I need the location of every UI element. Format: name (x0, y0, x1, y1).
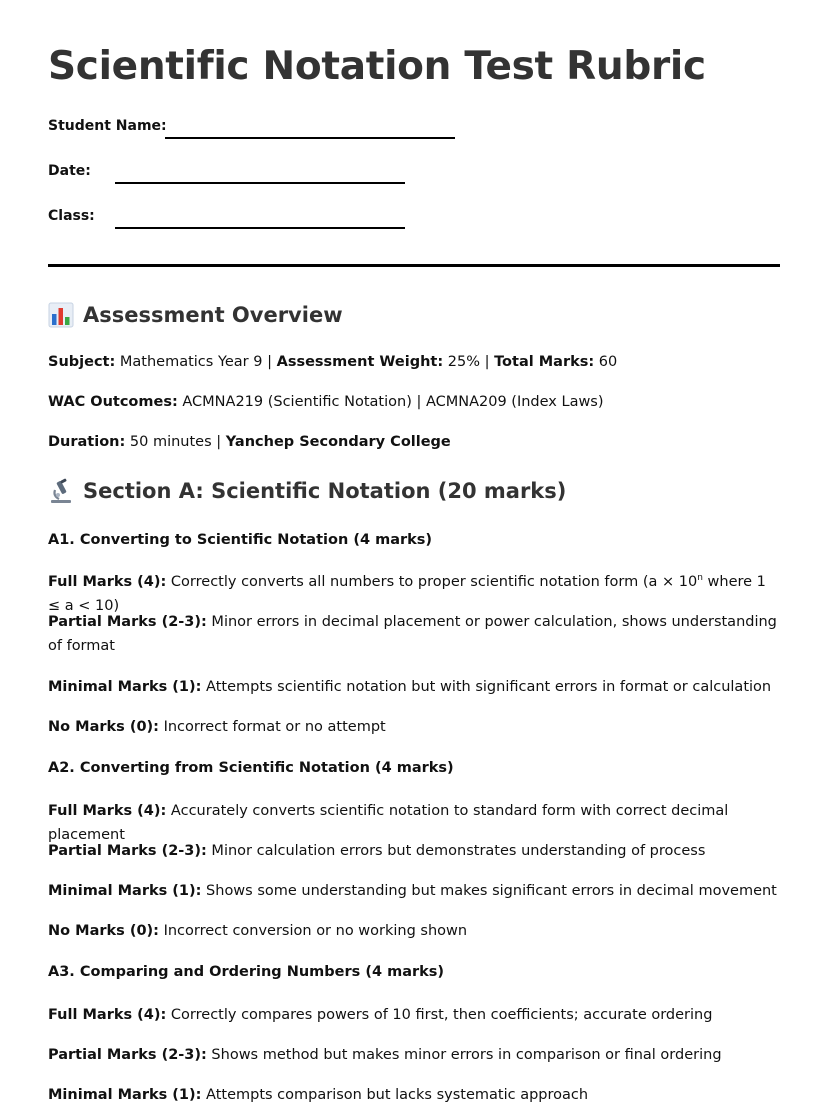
microscope-icon (48, 478, 74, 504)
a3-partial-text: Shows method but makes minor errors in comparison or final ordering (206, 1047, 722, 1063)
duration-value: 50 minutes | (125, 434, 226, 450)
a3-full-marks (48, 1003, 780, 1027)
a2-none-label: No Marks (0): (48, 923, 159, 939)
a3-full-text: Correctly compares powers of 10 first, then coefficients; accurate ordering (166, 1007, 713, 1023)
total-value: 60 (594, 354, 618, 370)
a2-partial-label: Partial Marks (2-3): (48, 843, 207, 859)
a3-heading: A3. Comparing and Ordering Numbers (4 marks) (48, 964, 445, 980)
header-divider (48, 264, 780, 267)
a3-partial-marks (48, 1043, 780, 1067)
a1-none-text: Incorrect format or no attempt (158, 719, 386, 735)
date-line[interactable] (115, 182, 405, 184)
overview-duration-line (48, 430, 780, 454)
a1-no-marks (48, 715, 780, 739)
a2-minimal-label: Minimal Marks (1): (48, 883, 202, 899)
a2-none-text: Incorrect conversion or no working shown (158, 923, 468, 939)
a2-no-marks (48, 919, 780, 943)
a2-heading: A2. Converting from Scientific Notation (4 marks) (48, 760, 454, 776)
a1-full-text: Correctly converts all numbers to proper scientific notation form (a × 10 (166, 574, 698, 590)
wac-value: ACMNA219 (Scientific Notation) | ACMNA209 (Index Laws) (177, 394, 604, 410)
total-label: Total Marks: (494, 354, 595, 370)
a2-partial-marks (48, 839, 780, 863)
class-label: Class: (48, 208, 95, 224)
section-a-heading-text: Section A: Scientific Notation (20 marks) (83, 479, 567, 503)
a2-minimal-text: Shows some understanding but makes significant errors in decimal movement (201, 883, 777, 899)
a1-partial-text: Minor errors in decimal placement or power calculation, shows understanding of format (48, 614, 777, 654)
a1-partial-label: Partial Marks (2-3): (48, 614, 207, 630)
a1-full-label: Full Marks (4): (48, 574, 167, 590)
overview-heading-text: Assessment Overview (83, 303, 343, 327)
a1-full-text-end: where 1 ≤ a < 10) (48, 574, 766, 614)
a3-minimal-text: Attempts comparison but lacks systematic approach (201, 1087, 589, 1103)
overview-wac-line (48, 390, 780, 414)
section-a-heading (48, 478, 566, 504)
school-name: Yanchep Secondary College (225, 434, 451, 450)
subject-value: Mathematics Year 9 | (115, 354, 277, 370)
a2-full-label: Full Marks (4): (48, 803, 167, 819)
page-title: Scientific Notation Test Rubric (48, 44, 706, 89)
a1-none-label: No Marks (0): (48, 719, 159, 735)
subject-label: Subject: (48, 354, 116, 370)
a1-minimal-marks (48, 675, 780, 699)
a2-minimal-marks (48, 879, 780, 903)
a3-full-label: Full Marks (4): (48, 1007, 167, 1023)
a2-full-text: Accurately converts scientific notation to standard form with correct decimal placement (48, 803, 729, 843)
a1-heading: A1. Converting to Scientific Notation (4 marks) (48, 532, 433, 548)
class-line[interactable] (115, 227, 405, 229)
student-name-label: Student Name: (48, 118, 167, 134)
a1-full-sup: n (697, 573, 703, 583)
overview-heading (48, 302, 343, 328)
duration-label: Duration: (48, 434, 126, 450)
a3-partial-label: Partial Marks (2-3): (48, 1047, 207, 1063)
bar-chart-icon (48, 302, 74, 328)
student-name-line[interactable] (165, 137, 455, 139)
date-label: Date: (48, 163, 91, 179)
weight-value: 25% | (443, 354, 495, 370)
a3-minimal-label: Minimal Marks (1): (48, 1087, 202, 1103)
a3-minimal-marks (48, 1083, 780, 1107)
a2-partial-text: Minor calculation errors but demonstrates understanding of process (206, 843, 706, 859)
overview-subject-line (48, 350, 780, 374)
a1-minimal-label: Minimal Marks (1): (48, 679, 202, 695)
a1-minimal-text: Attempts scientific notation but with significant errors in format or calculation (201, 679, 772, 695)
weight-label: Assessment Weight: (276, 354, 444, 370)
a1-partial-marks (48, 610, 780, 658)
wac-label: WAC Outcomes: (48, 394, 178, 410)
